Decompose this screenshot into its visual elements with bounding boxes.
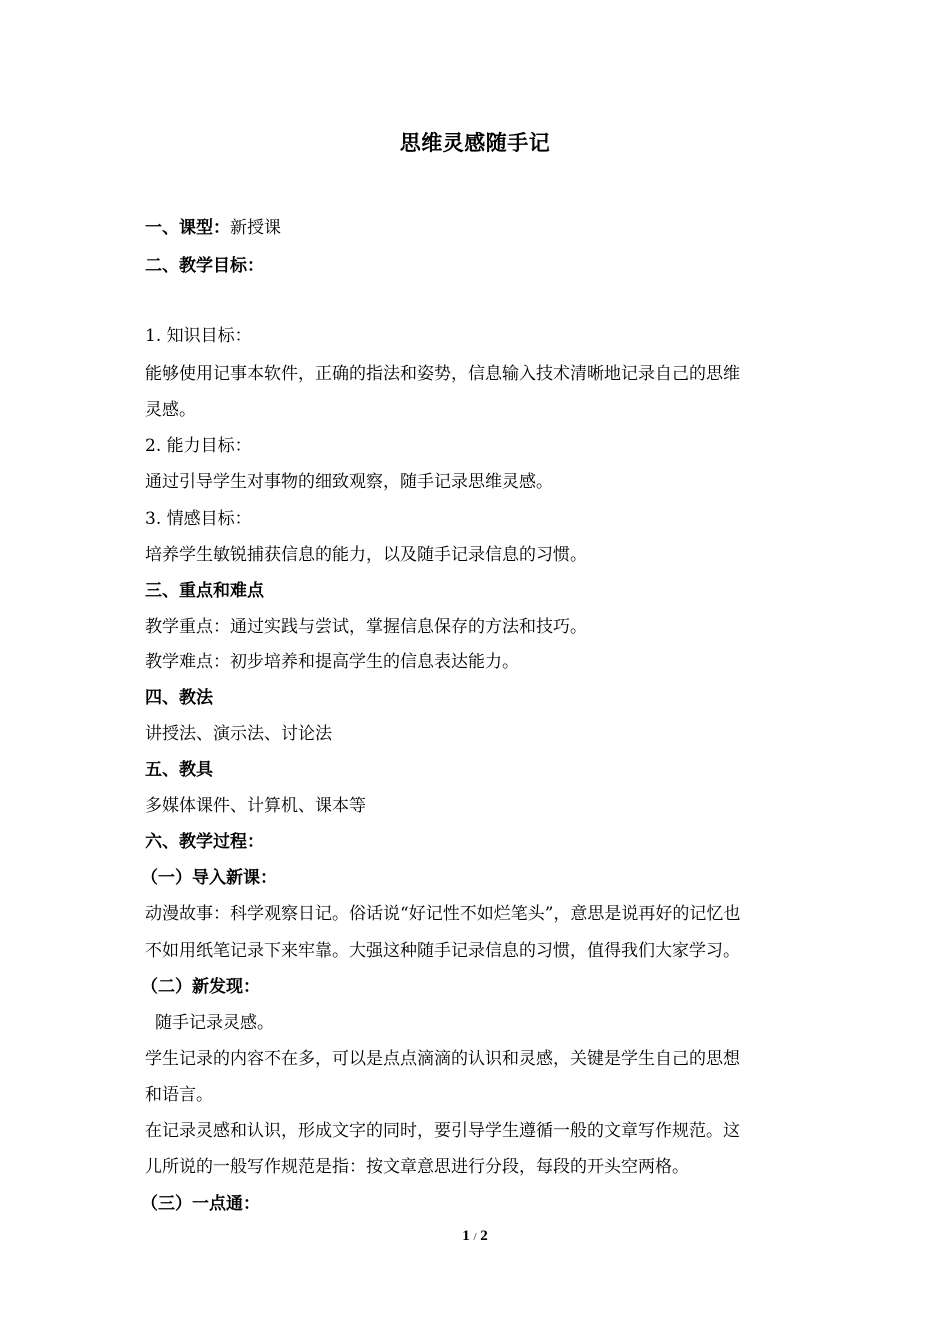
paragraph-line: 能够使用记事本软件，正确的指法和姿势，信息输入技术清晰地记录自己的思维: [145, 364, 740, 384]
subsection-heading: （一）导入新课：: [141, 868, 277, 888]
section-heading: 一、课型：: [145, 218, 230, 238]
paragraph-line: 培养学生敏锐捕获信息的能力，以及随手记录信息的习惯。: [145, 545, 587, 565]
paragraph-line: 不如用纸笔记录下来牢靠。大强这种随手记录信息的习惯，值得我们大家学习。: [145, 941, 740, 961]
subsection-heading: （三）一点通：: [141, 1194, 260, 1214]
subheading: 3. 情感目标：: [145, 509, 252, 529]
current-page: 1: [462, 1228, 470, 1244]
paragraph-line: 随手记录灵感。: [155, 1013, 274, 1033]
paragraph-line: 动漫故事：科学观察日记。俗话说“好记性不如烂笔头”，意思是说再好的记忆也: [145, 904, 741, 924]
paragraph-line: 教学难点：初步培养和提高学生的信息表达能力。: [145, 652, 519, 672]
section-heading: 三、重点和难点: [145, 581, 264, 601]
total-pages: 2: [480, 1228, 488, 1244]
section-heading: 六、教学过程：: [145, 832, 264, 852]
paragraph-line: 学生记录的内容不在多，可以是点点滴滴的认识和灵感，关键是学生自己的思想: [145, 1049, 740, 1069]
paragraph-line: 在记录灵感和认识，形成文字的同时，要引导学生遵循一般的文章写作规范。这: [145, 1121, 740, 1141]
page-separator: /: [473, 1231, 477, 1243]
section-heading: 四、教法: [145, 688, 213, 708]
section-heading: 五、教具: [145, 760, 213, 780]
page-number: [0, 1228, 950, 1245]
paragraph-line: 灵感。: [145, 400, 196, 420]
paragraph-line: 教学重点：通过实践与尝试，掌握信息保存的方法和技巧。: [145, 617, 587, 637]
subsection-heading: （二）新发现：: [141, 977, 260, 997]
section-heading: 二、教学目标：: [145, 256, 264, 276]
subheading: 2. 能力目标：: [145, 436, 252, 456]
section-lesson-type: [145, 216, 815, 240]
lesson-type-value: 新授课: [230, 218, 281, 238]
paragraph-line: 讲授法、演示法、讨论法: [145, 724, 332, 744]
page-title: 思维灵感随手记: [399, 130, 551, 155]
paragraph-line: 和语言。: [145, 1085, 213, 1105]
subheading: 1. 知识目标：: [145, 326, 252, 346]
paragraph-line: 通过引导学生对事物的细致观察，随手记录思维灵感。: [145, 472, 553, 492]
paragraph-line: 多媒体课件、计算机、课本等: [145, 796, 366, 816]
paragraph-line: 儿所说的一般写作规范是指：按文章意思进行分段，每段的开头空两格。: [145, 1157, 689, 1177]
